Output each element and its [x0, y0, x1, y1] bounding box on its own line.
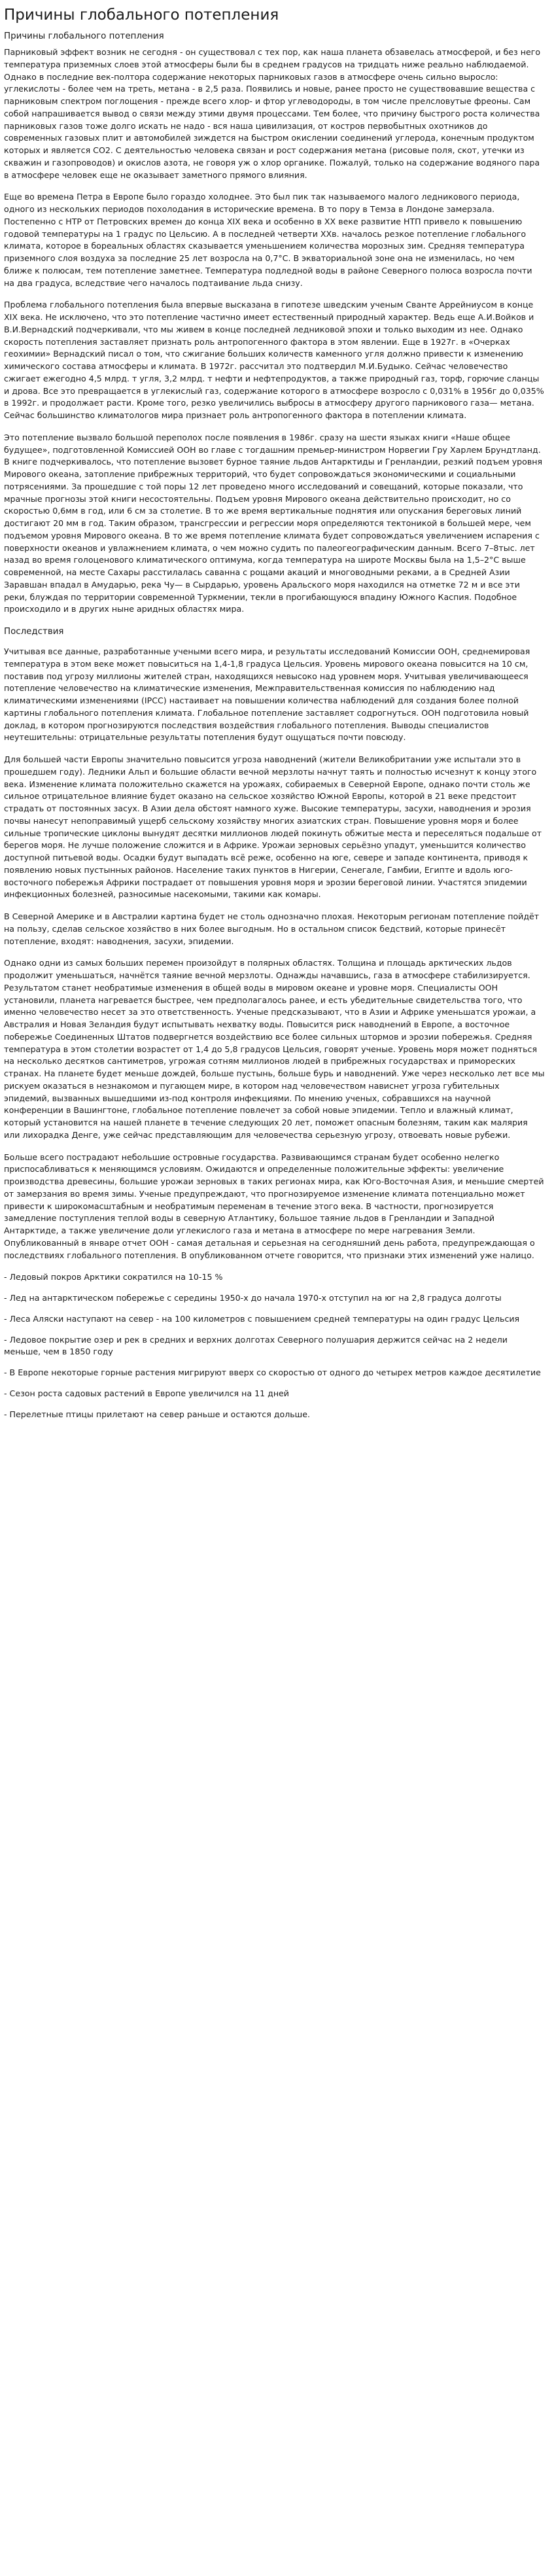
list-item: - Перелетные птицы прилетают на север раньше и остаются дольше. — [4, 1409, 310, 1419]
page-title: Причины глобального потепления — [4, 7, 279, 24]
list-item: - Ледовое покрытие озер и рек в средних и верхних долготах Северного полушария держится сейчас на 2 недели меньше, чем в 1850 году — [4, 1334, 508, 1357]
consequence-paragraph-2: Для большей части Европы значительно повысится угроза наводнений (жители Великобритании уже испытали это в прошедшем году). Ледники Альп и большие области вечной мерзлоты начнут таять и полностью исчезнут к концу этого века. Изменение климата положительно скажется на урожаях, собираемых в Северной Европе, однако почти столь же сильное отрицательное влияние будет оказано на сельское хозяйство Южной Европы, которой в 21 веке предстоит страдать от постоянных засух. В Азии дела обстоят намного хуже. Высокие температуры, засухи, наводнения и эрозия почвы нанесут непоправимый ущерб сельскому хозяйству многих азиатских стран. Повышение уровня моря и более сильные тропические циклоны вынудят десятки миллионов людей покинуть обжитые места и переселяться подальше от берегов моря. Не лучше положение сложится и в Африке. Урожаи зерновых серьёзно упадут, уменьшится количество доступной питьевой воды. Осадки будут выпадать всё реже, особенно на юге, севере и западе континента, приводя к появлению новых пустынных районов. Население таких пунктов в Нигерии, Сенегале, Гамбии, Египте и вдоль юго-восточного побережья Африки пострадает от повышения уровня моря и эрозии береговой линии. Участятся эпидемии инфекционных болезней, разносимые насекомыми, такими как комары. — [4, 754, 542, 900]
list-item: - Леса Аляски наступают на север - на 100 километров с повышением средней температуры на один градус Цельсия — [4, 1313, 520, 1324]
intro-paragraph-1: Парниковый эффект возник не сегодня - он существовал с тех пор, как наша планета обзавелась атмосферой, и без него температура приземных слоев этой атмосферы были бы в среднем градусов на тридцать ниже реально наблюдаемой. Однако в последние век-полтора содержание некоторых парниковых газов в атмосфере очень сильно выросло: углекислоты - более чем на треть, метана - в 2,5 раза. Появились и новые, ранее просто не существовавшие вещества с парниковым спектром поглощения - прежде всего хлор- и фтор углеводороды, в том числе прелсловутые фреоны. Сам собой напрашивается вывод о связи между этими двумя процессами. Тем более, что причину быстрого роста количества парниковых газов тоже долго искать не надо - вся наша цивилизация, от костров первобытных охотников до современных газовых плит и автомобилей зиждется на быстром окислении соединений углерода, конечным продуктом которых и является СО2. С деятельностью человека связан и рост содержания метана (рисовые поля, скот, утечки из скважин и газопроводов) и окислов азота, не говоря уж о хлор органике. Пожалуй, только на содержание водяного пара в атмосфере человек еще не оказывает заметного прямого влияния. — [4, 47, 541, 180]
consequence-paragraph-1: Учитывая все данные, разработанные учеными всего мира, и результаты исследований Комиссии ООН, среднемировая температура в этом веке может повыситься на 1,4-1,8 градуса Цельсия. Уровень мирового океана повысится на 10 см, поставив под угрозу миллионы жителей стран, находящихся невысоко над уровнем моря. Учитывая увеличивающееся потепление человечество на климатические изменения, Межправительственная комиссия по наблюдению над климатическими изменениями (IPCC) настаивает на повышении количества наблюдений для создания более полной картины глобального потепления климата. Глобальное потепление заставляет содрогнуться. ООН подготовила новый доклад, в котором прогнозируются последствия воздействия глобального потепления. Выводы специалистов неутешительны: отрицательные результаты потепления будут ощущаться почти повсюду. — [4, 646, 530, 743]
consequence-paragraph-5: Больше всего пострадают небольшие островные государства. Развивающимся странам будет особенно нелегко приспосабливаться к меняющимся условиям. Ожидаются и определенные положительные эффекты: увеличение производства древесины, большие урожаи зерновых в таких регионах мира, как Юго-Восточная Азия, и меньшие смертей от замерзания во время зимы. Ученые предупреждают, что прогнозируемое изменение климата потенциально может привести к широкомасштабным и необратимым переменам в течение этого века. В частности, прогнозируется замедление поступления теплой воды в северную Атлантику, большое таяние льдов в Гренландии и Западной Антарктиде, а также увеличение доли углекислого газа и метана в атмосфере по мере нагревания Земли. Опубликованный в январе отчет ООН - самая детальная и серьезная на сегодняшний день работа, предупреждающая о последствиях глобального потепления. В опубликованном отчете говорится, что признаки этих изменений уже налицо. — [4, 1152, 544, 1260]
list-item: - Лед на антарктическом побережье с середины 1950-х до начала 1970-х отступил на юг на 2,8 градуса долготы — [4, 1293, 502, 1303]
intro-paragraph-2: Еще во времена Петра в Европе было гораздо холоднее. Это был пик так называемого малого ледникового периода, одного из нескольких периодов похолодания в исторические времена. В то пору в Темза в Лондоне замерзала. Постепенно с НТР от Петровских времен до конца XIX века и особенно в XX веке развитие НТП привело к повышению годовой температуры на 1 градус по Цельсию. А в последней четверти ХХв. началось резкое потепление глобального климата, которое в бореальных областях сказывается уменьшением количества морозных зим. Средняя температура приземного слоя воздуха за последние 25 лет возросла на 0,7°С. В экваториальной зоне она не изменилась, но чем ближе к полюсам, тем потепление заметнее. Температура подледной воды в районе Северного полюса возросла почти на два градуса, вследствие чего началось подтаивание льда снизу. — [4, 192, 532, 288]
list-item: - В Европе некоторые горные растения мигрируют вверх со скоростью от одного до четырех метров каждое десятилетие — [4, 1367, 541, 1377]
list-item: - Ледовый покров Арктики сократился на 10-15 % — [4, 1272, 223, 1282]
intro-paragraph-4: Это потепление вызвало большой переполох после появления в 1986г. сразу на шести языках книги «Наше общее будущее», подготовленной Комиссией ООН во главе с тогдашним премьер-министром Норвегии Гру Харлем Брундтланд. В книге подчеркивалось, что потепление вызовет бурное таяние льдов Антарктиды и Гренландии, резкий подъем уровня Мирового океана, затопление прибрежных территорий, что будет сопровождаться экономическими и социальными потрясениями. За прошедшие с той поры 12 лет проведено много исследований и совещаний, которые показали, что мрачные прогнозы этой книги несостоятельны. Подъем уровня Мирового океана действительно происходит, но со скоростью 0,6мм в год, или 6 см за столетие. В то же время вертикальные поднятия или опускания береговых линий достигают 20 мм в год. Таким образом, трансгрессии и регрессии моря определяются тектоникой в большей мере, чем подъемом уровня Мирового океана. В то же время потепление климата будет сопровождаться увеличением испарения с поверхности океанов и увлажнением климата, о чем можно судить по палеогеографическим данным. Всего 7–8тыс. лет назад во время голоценового климатического оптимума, когда температура на широте Москвы была на 1,5–2°С выше современной, на месте Сахары расстилалась саванна с рощами акаций и многоводными реками, а в Средней Азии Заравшан впадал в Амударью, река Чу— в Сырдарью, уровень Аральского моря находился на отметке 72 м и все эти реки, блуждая по территории современной Туркмении, текли в прогибающуюся впадину Южного Каспия. Подобное происходило и в других ныне аридных областях мира. — [4, 432, 543, 614]
intro-paragraph-3: Проблема глобального потепления была впервые высказана в гипотезе шведским ученым Сванте Аррейниусом в конце XIX века. Не исключено, что это потепление частично имеет естественный природный характер. Ведь еще А.И.Войков и В.И.Вернадский подчеркивали, что мы живем в конце последней ледниковой эпохи и только выходим из нее. Однако скорость потепления заставляет признать роль антропогенного фактора в этом явлении. Еще в 1927г. в «Очерках геохимии» Вернадский писал о том, что сжигание больших количеств каменного угля должно привести к изменению химического состава атмосферы и климата. В 1972г. рассчитал это подтвердил М.И.Будыко. Сейчас человечество сжигает ежегодно 4,5 млрд. т угля, 3,2 млрд. т нефти и нефтепродуктов, а также природный газ, торф, горючие сланцы и дрова. Все это превращается в углекислый газ, содержание которого в атмосфере возросло с 0,031% в 1956г до 0,035% в 1992г. и продолжает расти. Кроме того, резко увеличились выбросы в атмосферу другого парникового газа— метана. Сейчас большинство климатологов мира признает роль антропогенного фактора в потеплении климата. — [4, 300, 544, 420]
list-item: - Сезон роста садовых растений в Европе увеличился на 11 дней — [4, 1388, 289, 1398]
consequence-paragraph-3: В Северной Америке и в Австралии картина будет не столь однозначно плохая. Некоторым регионам потепление пойдёт на пользу, сделав сельское хозяйство в них более выгодным. Но в остальном список бедствий, которые принесёт потепление, входят: наводнения, засухи, эпидемии. — [4, 911, 540, 946]
consequence-paragraph-4: Однако одни из самых больших перемен произойдут в полярных областях. Толщина и площадь арктических льдов продолжит уменьшаться, начнётся таяние вечной мерзлоты. Однажды начавшись, газа в атмосфере стабилизируется. Результатом станет необратимые изменения в общей воды в мировом океане и уровне моря. Специалисты ООН установили, планета нагревается быстрее, чем предполагалось ранее, и есть убедительные свидетельства того, что именно человечество несет за это ответственность. Ученые предсказывают, что в Азии и Африке уменьшатся урожаи, а Австралия и Новая Зеландия будут испытывать нехватку воды. Повысится риск наводнений в Европе, а восточное побережье Соединенных Штатов подвергнется воздействию все более сильных штормов и эрозии побережья. Средняя температура в этом столетии возрастет от 1,4 до 5,8 градусов Цельсия, говорят ученые. Уровень моря может подняться на несколько десятков сантиметров, угрожая сотням миллионов людей в прибрежных государствах и примореских странах. На планете будет меньше дождей, больше пустынь, больше бурь и наводнений. Уже через несколько лет все мы рискуем оказаться в незнакомом и пугающем мире, в котором над человечеством нависнет угроза губительных эпидемий, вызванных вышедшими из-под контроля инфекциями. По мнению ученых, собравшихся на научной конференции в Вашингтоне, глобальное потепление повлечет за собой новые эпидемии. Тепло и влажный климат, который установится на нашей планете в течение следующих 20 лет, поможет опасным болезням, таким как малярия или лихорадка Денге, уже сейчас представляющим для человечества серьезную угрозу, отвоевать новые рубежи. — [4, 958, 545, 1140]
section-heading-consequences: Последствия — [4, 627, 64, 637]
article-subtitle: Причины глобального потепления — [4, 31, 164, 41]
